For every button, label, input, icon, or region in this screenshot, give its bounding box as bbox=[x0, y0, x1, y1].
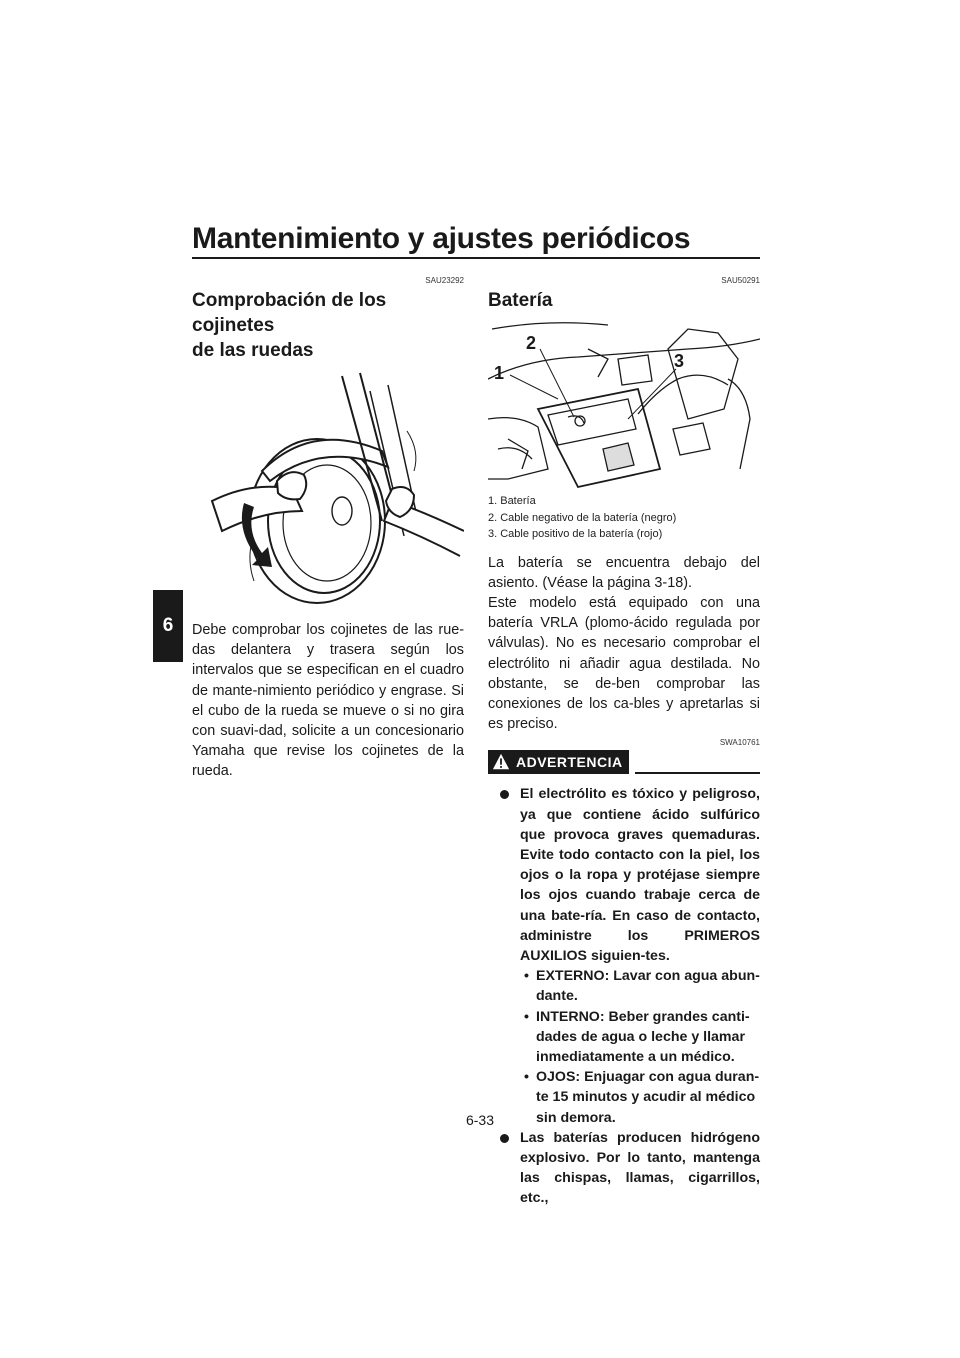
section-code-battery: SAU50291 bbox=[721, 276, 760, 285]
header-rule bbox=[192, 257, 760, 259]
figure-captions bbox=[488, 493, 760, 543]
section-title-wheel-bearings bbox=[192, 288, 464, 363]
first-aid-text: EXTERNO: Lavar con agua abun-dante. bbox=[536, 968, 760, 1005]
first-aid-list bbox=[520, 966, 760, 1128]
battery-location-paragraph: La batería se encuentra debajo del asiento. (Véase la página 3-18). bbox=[488, 554, 760, 591]
title-line-2: de las ruedas bbox=[192, 340, 314, 361]
sub-bullet: • bbox=[524, 1008, 529, 1025]
warning-code: SWA10761 bbox=[719, 738, 760, 748]
warning-item bbox=[488, 1128, 760, 1209]
warning-item-text: Las baterías producen hidrógeno explosivo. Por lo tanto, mantenga las chispas, llamas, cigarrillos, etc., bbox=[520, 1129, 760, 1207]
figure-label-1: 1 bbox=[494, 363, 505, 383]
page-header-title: Mantenimiento y ajustes periódicos bbox=[192, 222, 691, 255]
figure-label-2: 2 bbox=[526, 333, 537, 353]
section-title-battery: Batería bbox=[488, 290, 553, 311]
sub-bullet: • bbox=[524, 1069, 529, 1086]
first-aid-text: INTERNO: Beber grandes canti-dades de agua o leche y llamar inmediatamente a un médico. bbox=[536, 1008, 750, 1065]
warning-block bbox=[488, 738, 760, 1208]
chapter-tab-number: 6 bbox=[162, 615, 174, 636]
warning-badge bbox=[488, 750, 629, 774]
page-number: 6-33 bbox=[465, 1112, 495, 1128]
first-aid-text: OJOS: Enjuagar con agua duran-te 15 minutos y acudir al médico sin demora. bbox=[536, 1069, 760, 1126]
left-column bbox=[192, 270, 464, 782]
battery-illustration-image bbox=[488, 319, 760, 489]
caption-item: 3. Cable positivo de la batería (rojo) bbox=[488, 528, 663, 540]
right-column bbox=[488, 270, 760, 1209]
warning-rule bbox=[635, 772, 760, 774]
warning-triangle-icon bbox=[492, 753, 510, 771]
figure-label-3: 3 bbox=[674, 351, 685, 371]
caption-item: 2. Cable negativo de la batería (negro) bbox=[488, 511, 677, 524]
battery-illustration bbox=[488, 319, 760, 489]
bullet-dot bbox=[500, 790, 509, 799]
first-aid-item bbox=[520, 1007, 760, 1068]
wheel-bearings-paragraph: Debe comprobar los cojinetes de las rue-das delantera y trasera según los intervalos que se especifican en el cuadro de mante-nimiento periódico y engrase. Si el cubo de la rueda se mueve o si no gira con suavi-dad, solicite a un concesionario Yamaha que revise los cojinetes de la rueda. bbox=[192, 622, 464, 780]
first-aid-item bbox=[520, 966, 760, 1006]
warning-list bbox=[488, 784, 760, 1208]
title-line-1: Comprobación de los cojinetes bbox=[192, 290, 387, 336]
wheel-illustration-image bbox=[192, 371, 464, 606]
warning-item bbox=[488, 784, 760, 1127]
warning-label-text: ADVERTENCIA bbox=[516, 754, 623, 771]
wheel-bearing-illustration bbox=[192, 371, 464, 606]
warning-item-text: El electrólito es tóxico y peligroso, ya que contiene ácido sulfúrico que provoca graves quemaduras. Evite todo contacto con la piel, los ojos o la ropa y protéjase siempre los ojos cuando trabaje cerca de una bate-ría. En caso de contacto, administre los PRIMEROS AUXILIOS siguien-tes. bbox=[520, 786, 760, 964]
bullet-dot bbox=[500, 1134, 509, 1143]
warning-header bbox=[488, 750, 760, 774]
chapter-tab bbox=[153, 590, 183, 662]
battery-vrla-paragraph: Este modelo está equipado con una batería VRLA (plomo-ácido regulada por válvulas). No es necesario comprobar el electrólito ni añadir agua destilada. No obstante, se de-ben comprobar las conexiones de los ca-bles y apretarlas si es preciso. bbox=[488, 594, 760, 733]
caption-item: 1. Batería bbox=[488, 495, 536, 507]
section-code: SAU23292 bbox=[425, 276, 464, 285]
sub-bullet: • bbox=[524, 968, 529, 985]
